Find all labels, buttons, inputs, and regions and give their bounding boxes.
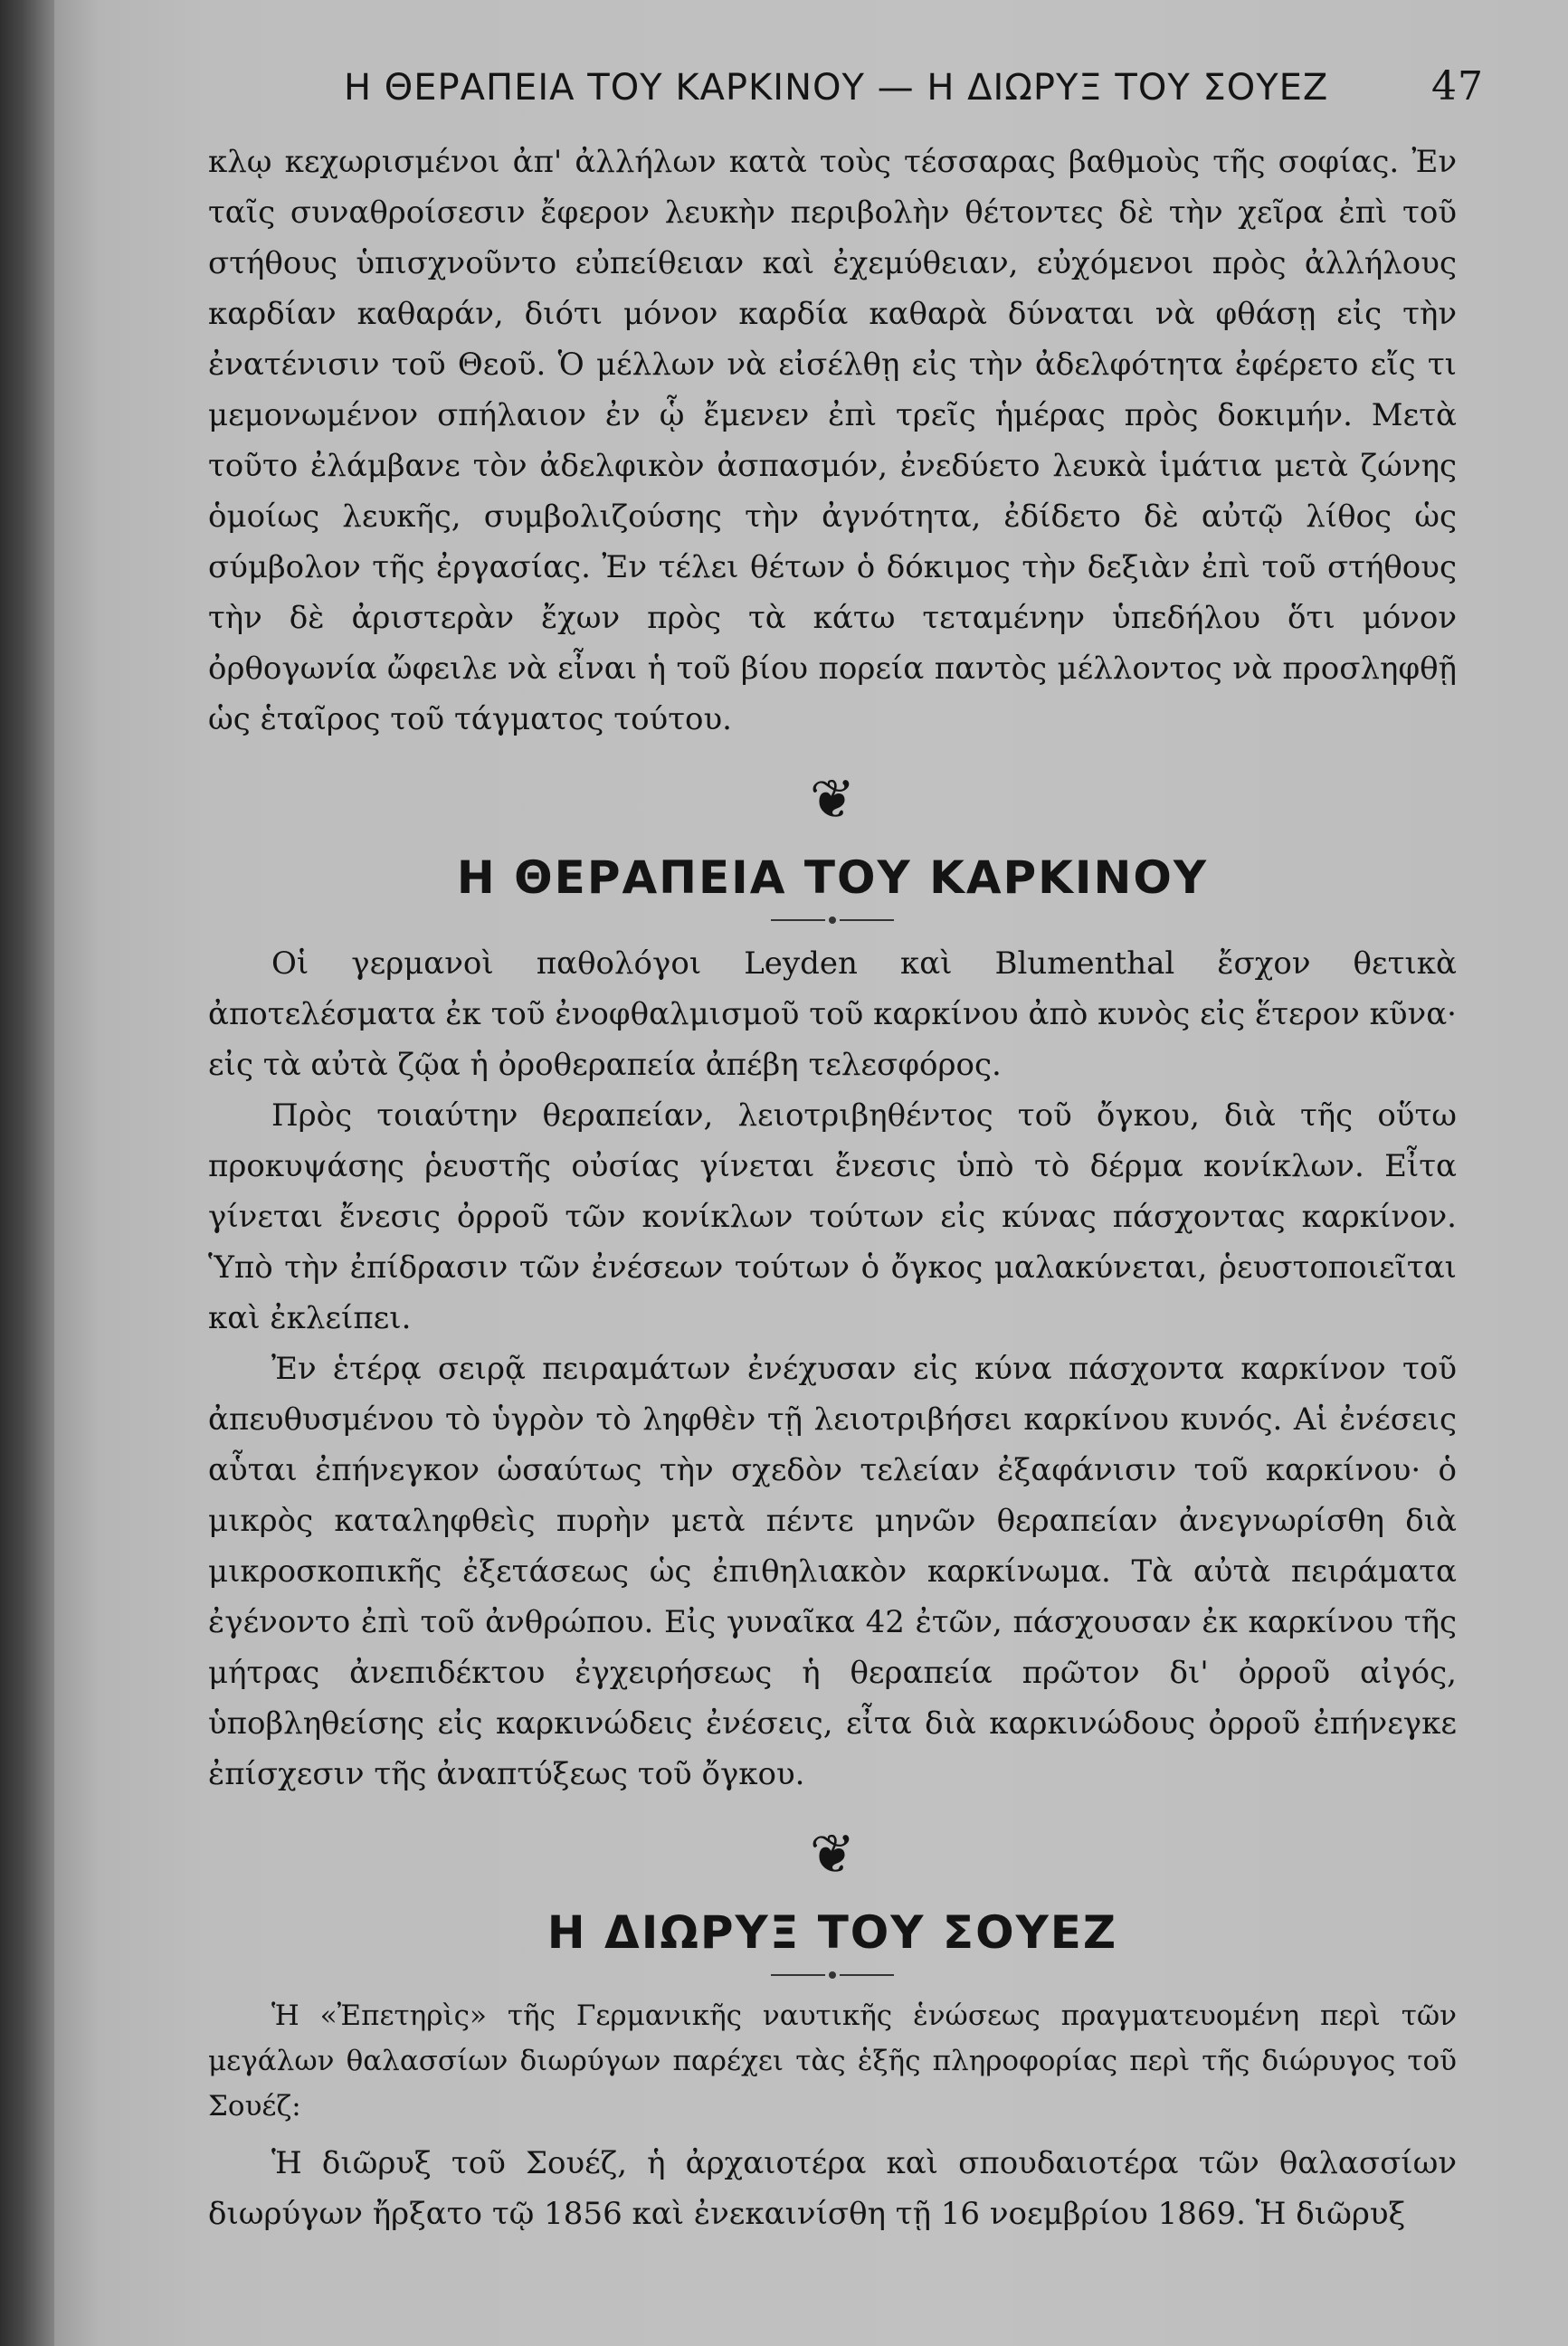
note-paragraph: Ἡ «Ἐπετηρὶς» τῆς Γερμανικῆς ναυτικῆς ἑνώσεως πραγματευομένη περὶ τῶν μεγάλων θαλασσίων διωρύγων παρέχει τὰς ἑξῆς πληροφορίας περὶ τῆς διώρυγος τοῦ Σουέζ: [208,1999,1457,2123]
paragraph: Οἱ γερμανοὶ παθολόγοι Leyden καὶ Blumenthal ἔσχον θετικὰ ἀποτελέσματα ἐκ τοῦ ἐνοφθαλμισμοῦ τοῦ καρκίνου ἀπὸ κυνὸς εἰς ἕτερον κῦνα· εἰς τὰ αὐτὰ ζῷα ἡ ὀροθεραπεία ἀπέβη τελεσφόρος. [208,945,1457,1083]
section-title-suez-canal: Η ΔΙΩΡΥΞ ΤΟΥ ΣΟΥΕΖ [546,1906,1118,1959]
suez-note [208,1993,1457,2129]
title-rule [208,1971,1457,1979]
running-head-title: Η ΘΕΡΑΠΕΙΑ ΤΟΥ ΚΑΡΚΙΝΟΥ — Η ΔΙΩΡΥΞ ΤΟΥ ΣΟΥΕΖ [344,67,1329,109]
intro-paragraph: κλῳ κεχωρισμένοι ἀπ' ἀλλήλων κατὰ τοὺς τέσσαρας βαθμοὺς τῆς σοφίας. Ἐν ταῖς συναθροίσεσιν ἔφερον λευκὴν περιβολὴν θέτοντες δὲ τὴν χεῖρα ἐπὶ τοῦ στήθους ὑπισχνοῦντο εὐπείθειαν καὶ ἐχεμύθειαν, εὐχόμενοι πρὸς ἀλλήλους καρδίαν καθαράν, διότι μόνον καρδία καθαρὰ δύναται νὰ φθάσῃ εἰς τὴν ἐνατένισιν τοῦ Θεοῦ. Ὁ μέλλων νὰ εἰσέλθῃ εἰς τὴν ἀδελφότητα ἐφέρετο εἴς τι μεμονωμένον σπήλαιον ἐν ᾧ ἔμενεν ἐπὶ τρεῖς ἡμέρας πρὸς δοκιμήν. Μετὰ τοῦτο ἐλάμβανε τὸν ἀδελφικὸν ἀσπασμόν, ἐνεδύετο λευκὰ ἱμάτια μετὰ ζώνης ὁμοίως λευκῆς, συμβολιζούσης τὴν ἀγνότητα, ἐδίδετο δὲ αὐτῷ λίθος ὡς σύμβολον τῆς ἐργασίας. Ἐν τέλει θέτων ὁ δόκιμος τὴν δεξιὰν ἐπὶ τοῦ στήθους τὴν δὲ ἀριστερὰν ἔχων πρὸς τὰ κάτω τεταμένην ὑπεδήλου ὅτι μόνον ὀρθογωνία ὤφειλε νὰ εἶναι ἡ τοῦ βίου πορεία παντὸς μέλλοντος νὰ προσληφθῇ ὡς ἑταῖρος τοῦ τάγματος τούτου. [208,144,1457,737]
book-page [54,0,1568,2346]
title-rule [208,917,1457,924]
running-header [344,63,1484,109]
leaf-ornament-icon: ❦ [809,768,856,831]
page-number: 47 [1431,63,1484,109]
section-title-cancer-therapy: Η ΘΕΡΑΠΕΙΑ ΤΟΥ ΚΑΡΚΙΝΟΥ [456,851,1209,904]
cancer-therapy-text [208,938,1457,1800]
suez-text [208,2138,1457,2239]
intro-text [208,137,1457,745]
page-content [208,63,1484,2239]
leaf-ornament-icon: ❦ [809,1823,856,1886]
paragraph: Ἡ διῶρυξ τοῦ Σουέζ, ἡ ἀρχαιοτέρα καὶ σπουδαιοτέρα τῶν θαλασσίων διωρύγων ἤρξατο τῷ 1856 καὶ ἐνεκαινίσθη τῇ 16 νοεμβρίου 1869. Ἡ διῶρυξ [208,2145,1457,2232]
paragraph: Πρὸς τοιαύτην θεραπείαν, λειοτριβηθέντος τοῦ ὄγκου, διὰ τῆς οὕτω προκυψάσης ῥευστῆς οὐσίας γίνεται ἔνεσις ὑπὸ τὸ δέρμα κονίκλων. Εἶτα γίνεται ἔνεσις ὀρροῦ τῶν κονίκλων τούτων εἰς κύνας πάσχοντας καρκίνον. Ὑπὸ τὴν ἐπίδρασιν τῶν ἐνέσεων τούτων ὁ ὄγκος μαλακύνεται, ῥευστοποιεῖται καὶ ἐκλείπει. [208,1097,1457,1336]
paragraph: Ἐν ἑτέρᾳ σειρᾷ πειραμάτων ἐνέχυσαν εἰς κύνα πάσχοντα καρκίνον τοῦ ἀπευθυσμένου τὸ ὑγρὸν τὸ ληφθὲν τῇ λειοτριβήσει καρκίνου κυνός. Αἱ ἐνέσεις αὗται ἐπήνεγκον ὡσαύτως τὴν σχεδὸν τελείαν ἐξαφάνισιν τοῦ καρκίνου· ὁ μικρὸς καταληφθεὶς πυρὴν μετὰ πέντε μηνῶν θεραπείαν ἀνεγνωρίσθη διὰ μικροσκοπικῆς ἐξετάσεως ὡς ἐπιθηλιακὸν καρκίνωμα. Τὰ αὐτὰ πειράματα ἐγένοντο ἐπὶ τοῦ ἀνθρώπου. Εἰς γυναῖκα 42 ἐτῶν, πάσχουσαν ἐκ καρκίνου τῆς μήτρας ἀνεπιδέκτου ἐγχειρήσεως ἡ θεραπεία πρῶτον δι' ὀρροῦ αἰγός, ὑποβληθείσης εἰς καρκινώδεις ἐνέσεις, εἶτα διὰ καρκινώδους ὀρροῦ ἐπήνεγκε ἐπίσχεσιν τῆς ἀναπτύξεως τοῦ ὄγκου. [208,1351,1457,1792]
